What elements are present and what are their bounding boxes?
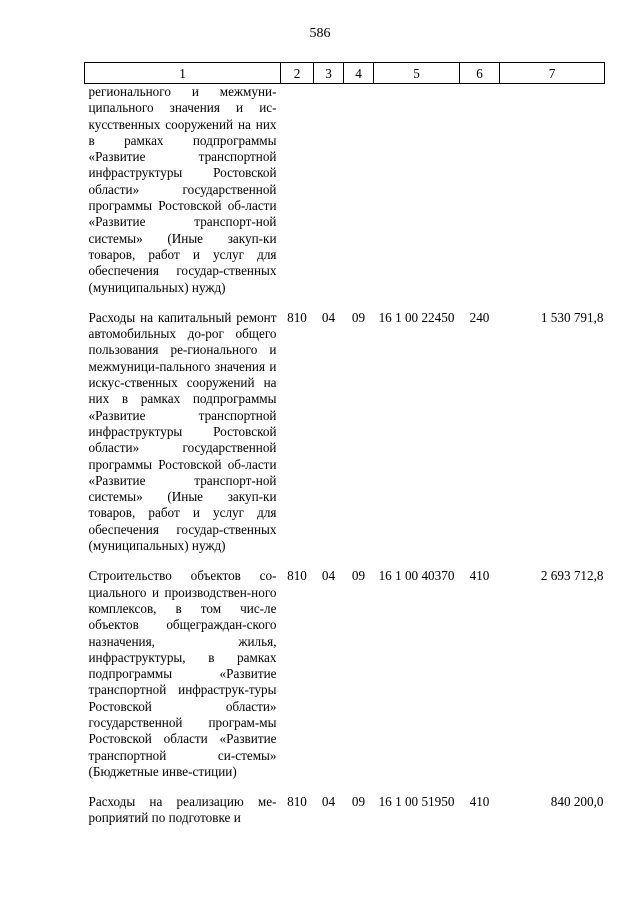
table-row	[85, 310, 605, 554]
header-col-7: 7	[500, 63, 605, 84]
row-amount: 1 530 791,8	[540, 309, 604, 325]
row-expense-type: 410	[469, 568, 490, 584]
row-expense-type: 410	[469, 794, 490, 810]
row-spacer	[85, 554, 605, 568]
row-expense-type	[460, 84, 500, 296]
header-col-3: 3	[314, 63, 344, 84]
row-target: 16 1 00 40370	[378, 568, 455, 584]
row-section: 04	[321, 309, 336, 325]
row-description: Расходы на реализацию ме-роприятий по подготовке и	[88, 794, 277, 826]
row-target: 16 1 00 51950	[378, 794, 455, 810]
row-description: Строительство объектов со-циального и производствен-ного комплексов, в том чис-ле объектов общеграждан-ского назначения, жилья, инфраструктуры, в рамках подпрограммы «Развитие транспортной инфраструк-туры Ростовской области» государственной програм-мы Ростовской области «Развитие транспортной си-стемы» (Бюджетные инве-стиции)	[88, 568, 277, 779]
row-amount: 840 200,0	[550, 794, 604, 810]
row-subsection: 09	[351, 309, 366, 325]
header-col-6: 6	[460, 63, 500, 84]
table-row	[85, 84, 605, 296]
header-col-2: 2	[281, 63, 314, 84]
row-ministry	[281, 84, 314, 296]
row-section: 04	[321, 794, 336, 810]
header-row	[85, 63, 605, 84]
row-section	[314, 84, 344, 296]
row-spacer	[85, 296, 605, 310]
row-description: Расходы на капитальный ремонт автомобильных до-рог общего пользования ре-гионального и межмуници-пального значения и искус-ственных сооружений на них в рамках подпрограммы «Развитие транспортной инфраструктуры Ростовской области» государственной программы Ростовской об-ласти «Развитие транспорт-ной системы» (Иные закуп-ки товаров, работ и услуг для обеспечения государ-ственных (муниципальных) нужд)	[88, 309, 277, 554]
table-row	[85, 794, 605, 827]
table-row	[85, 568, 605, 780]
budget-table	[84, 62, 605, 827]
header-col-5: 5	[374, 63, 460, 84]
row-subsection: 09	[351, 568, 366, 584]
row-amount: 2 693 712,8	[540, 568, 604, 584]
header-col-4: 4	[344, 63, 374, 84]
row-section: 04	[321, 568, 336, 584]
row-ministry: 810	[287, 568, 307, 584]
row-ministry: 810	[287, 309, 307, 325]
row-amount	[500, 84, 605, 296]
row-description: регионального и межмуни-ципального значения и ис-кусственных сооружений на них в рамках подпрограммы «Развитие транспортной инфраструктуры Ростовской области» государственной программы Ростовской об-ласти «Развитие транспорт-ной системы» (Иные закуп-ки товаров, работ и услуг для обеспечения государ-ственных (муниципальных) нужд)	[88, 84, 277, 295]
row-target: 16 1 00 22450	[378, 309, 455, 325]
table-header	[85, 63, 605, 84]
header-col-1: 1	[85, 63, 281, 84]
row-subsection: 09	[351, 794, 366, 810]
row-spacer	[85, 780, 605, 794]
page-number: 586	[309, 26, 331, 41]
row-target	[374, 84, 460, 296]
row-subsection	[344, 84, 374, 296]
row-ministry: 810	[287, 794, 307, 810]
row-expense-type: 240	[469, 309, 490, 325]
